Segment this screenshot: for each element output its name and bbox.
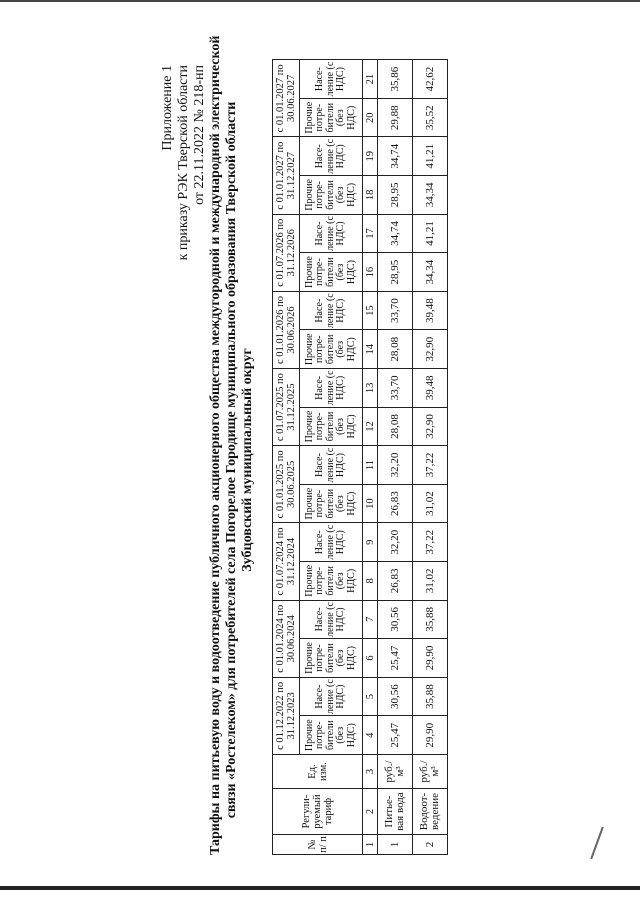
tariff-table [272, 59, 448, 855]
appendix-line-1: Приложение 1 [160, 65, 175, 151]
tariff-value: 31,02 [413, 484, 448, 523]
column-index: 16 [363, 253, 378, 292]
column-index: 21 [363, 60, 378, 99]
header-other-consumers: Прочие потре- бители (без НДС) [300, 176, 363, 215]
header-unit: Ед. изм. [273, 755, 363, 789]
header-other-consumers: Прочие потре- бители (без НДС) [300, 330, 363, 369]
header-period: с 01.07.2025 по 31.12.2025 [273, 369, 300, 446]
column-index: 17 [363, 214, 378, 253]
table-row [378, 60, 413, 855]
row-tariff-name: Питье- вая вода [378, 789, 413, 835]
table-row [413, 60, 448, 855]
row-tariff-name: Водоот- ведение [413, 789, 448, 835]
header-period: с 01.07.2026 по 31.12.2026 [273, 214, 300, 291]
header-number: № п/ п [273, 835, 363, 855]
column-index: 10 [363, 484, 378, 523]
title-line-1: Тарифы на питьевую воду и водоотведение публичного акционерного общества междугородной и международной электрической [208, 35, 223, 855]
column-index: 4 [363, 716, 378, 755]
tariff-value: 28,08 [378, 330, 413, 369]
title-line-2: связи «Ростелеком» для потребителей села Погорелое Городище муниципального образования Тверской области [224, 101, 239, 819]
header-population: Насе- ление (с НДС) [300, 137, 363, 176]
header-population: Насе- ление (с НДС) [300, 369, 363, 408]
tariff-value: 32,20 [378, 446, 413, 485]
scan-bottom-edge [0, 886, 640, 890]
header-row-consumers [300, 60, 363, 855]
header-period: с 01.12.2022 по 31.12.2023 [273, 677, 300, 754]
tariff-value: 35,88 [413, 600, 448, 639]
header-period: с 01.01.2024 по 30.06.2024 [273, 600, 300, 677]
tariff-value: 39,48 [413, 369, 448, 408]
header-period: с 01.01.2026 по 30.06.2026 [273, 291, 300, 368]
header-other-consumers: Прочие потре- бители (без НДС) [300, 562, 363, 601]
tariff-value: 41,21 [413, 137, 448, 176]
tariff-value: 25,47 [378, 639, 413, 678]
rotated-document-page [160, 35, 640, 855]
column-index: 19 [363, 137, 378, 176]
tariff-value: 25,47 [378, 716, 413, 755]
header-population: Насе- ление (с НДС) [300, 214, 363, 253]
tariff-value: 33,70 [378, 291, 413, 330]
column-index: 1 [363, 835, 378, 855]
tariff-value: 32,90 [413, 330, 448, 369]
tariff-value: 29,88 [378, 98, 413, 137]
column-index: 13 [363, 369, 378, 408]
column-index: 5 [363, 677, 378, 716]
row-number: 2 [413, 835, 448, 855]
tariff-value: 28,08 [378, 407, 413, 446]
tariff-value: 29,90 [413, 639, 448, 678]
column-index: 9 [363, 523, 378, 562]
tariff-value: 35,86 [378, 60, 413, 99]
column-index: 20 [363, 98, 378, 137]
header-row-periods [273, 60, 300, 855]
header-population: Насе- ление (с НДС) [300, 446, 363, 485]
header-period: с 01.01.2025 по 30.06.2025 [273, 446, 300, 523]
header-population: Насе- ление (с НДС) [300, 291, 363, 330]
row-unit: руб./м³ [413, 755, 448, 789]
tariff-value: 41,21 [413, 214, 448, 253]
column-index: 7 [363, 600, 378, 639]
header-population: Насе- ление (с НДС) [300, 523, 363, 562]
header-population: Насе- ление (с НДС) [300, 60, 363, 99]
header-other-consumers: Прочие потре- бители (без НДС) [300, 253, 363, 292]
tariff-value: 29,90 [413, 716, 448, 755]
header-period: с 01.07.2024 по 31.12.2024 [273, 523, 300, 600]
row-unit: руб./м³ [378, 755, 413, 789]
column-index: 3 [363, 755, 378, 789]
header-other-consumers: Прочие потре- бители (без НДС) [300, 639, 363, 678]
tariff-value: 39,48 [413, 291, 448, 330]
scan-top-edge [0, 0, 640, 2]
header-other-consumers: Прочие потре- бители (без НДС) [300, 98, 363, 137]
row-number: 1 [378, 835, 413, 855]
tariff-value: 31,02 [413, 562, 448, 601]
header-population: Насе- ление (с НДС) [300, 677, 363, 716]
tariff-value: 37,22 [413, 523, 448, 562]
tariff-value: 26,83 [378, 484, 413, 523]
header-tariff: Регули- руемый тариф [273, 789, 363, 835]
header-population: Насе- ление (с НДС) [300, 600, 363, 639]
column-index: 15 [363, 291, 378, 330]
tariff-value: 42,62 [413, 60, 448, 99]
header-period: с 01.01.2027 по 31.12.2027 [273, 137, 300, 214]
tariff-value: 34,34 [413, 253, 448, 292]
header-other-consumers: Прочие потре- бители (без НДС) [300, 407, 363, 446]
tariff-value: 30,56 [378, 600, 413, 639]
column-index: 2 [363, 789, 378, 835]
tariff-value: 33,70 [378, 369, 413, 408]
tariff-value: 37,22 [413, 446, 448, 485]
header-other-consumers: Прочие потре- бители (без НДС) [300, 716, 363, 755]
tariff-value: 32,90 [413, 407, 448, 446]
tariff-value: 30,56 [378, 677, 413, 716]
appendix-line-3: от 22.11.2022 № 218-нп [192, 65, 207, 205]
tariff-value: 35,52 [413, 98, 448, 137]
tariff-value: 34,74 [378, 214, 413, 253]
column-index: 8 [363, 562, 378, 601]
tariff-value: 34,34 [413, 176, 448, 215]
column-index: 6 [363, 639, 378, 678]
tariff-value: 28,95 [378, 253, 413, 292]
tariff-value: 28,95 [378, 176, 413, 215]
title-line-3: Зубцовский муниципальный округ [240, 348, 255, 572]
document-title [208, 35, 256, 855]
column-index: 18 [363, 176, 378, 215]
header-other-consumers: Прочие потре- бители (без НДС) [300, 484, 363, 523]
column-index: 11 [363, 446, 378, 485]
column-index: 12 [363, 407, 378, 446]
appendix-reference [160, 65, 208, 260]
tariff-value: 26,83 [378, 562, 413, 601]
tariff-value: 35,88 [413, 677, 448, 716]
tariff-value: 34,74 [378, 137, 413, 176]
header-row-index [363, 60, 378, 855]
tariff-value: 32,20 [378, 523, 413, 562]
column-index: 14 [363, 330, 378, 369]
appendix-line-2: к приказу РЭК Тверской области [176, 65, 191, 261]
header-period: с 01.01.2027 по 30.06.2027 [273, 60, 300, 137]
